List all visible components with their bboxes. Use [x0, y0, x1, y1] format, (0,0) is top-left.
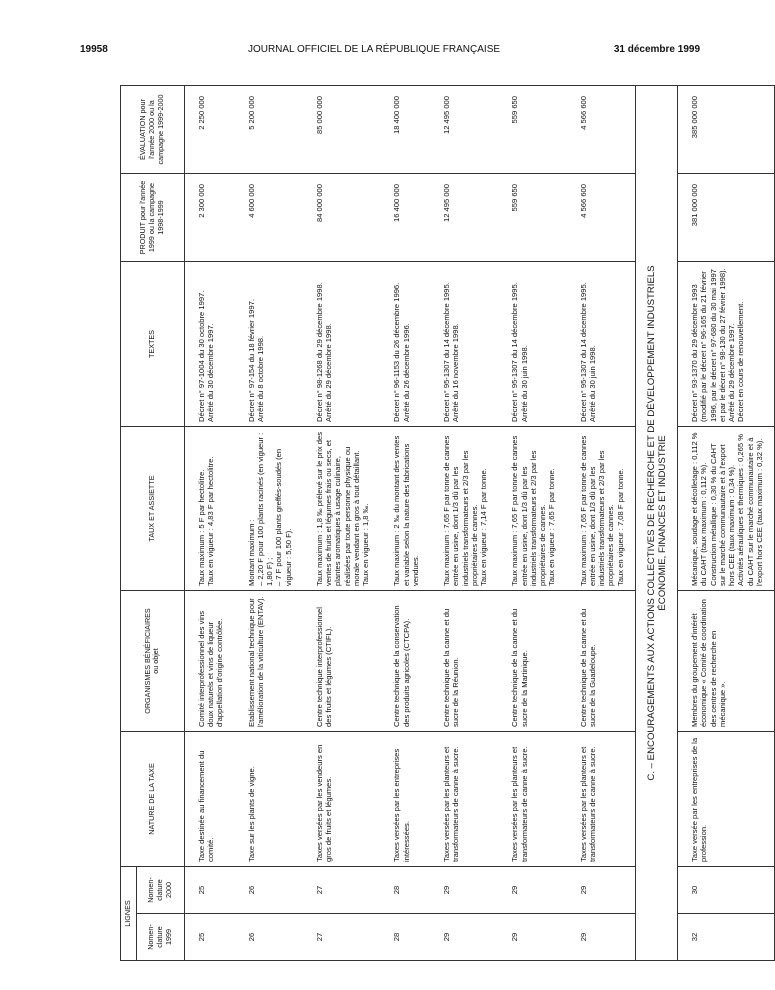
cell-organisme: Centre technique de la conservation des produits agricoles (CTCPA).: [380, 591, 430, 732]
table-header: [121, 86, 185, 961]
cell-organisme: Centre technique de la canne et du sucre de la Guadeloupe.: [567, 591, 636, 732]
textes-line: Arrêté du 16 novembre 1998.: [451, 323, 461, 422]
cell-taux: [380, 427, 430, 591]
taux-line: Construction métallique : 0,30 % du CAHT sur le marché communautaire et à l'export hors CEE (taux maximum : 0,34 %).: [708, 443, 737, 586]
taux-line: Activités aérauliques et thermiques : 0,265 % du CAHT sur le marché communautaire et à l'export hors CEE (taux maximum : 0,32 %).: [736, 434, 764, 586]
taux-line: Taux maximum : 2 ‰ du montant des ventes et variable selon la nature des fabrications vendues.: [392, 435, 420, 586]
textes-line: Décret en cours de renouvellement.: [736, 301, 746, 422]
textes-line: Décret n° 97-154 du 18 février 1997.: [246, 299, 256, 422]
taux-line: Taux en vigueur : 4,83 F par hectolitre.: [206, 456, 216, 586]
header-organismes-label: ORGANISMES BÉNÉFICIAIRES: [142, 608, 152, 714]
cell-produit: 12 495 000: [430, 174, 498, 262]
cell-textes: [567, 262, 636, 427]
cell-evaluation: 5 200 000: [235, 86, 303, 174]
table-row: [678, 86, 775, 961]
cell-taux: [678, 427, 775, 591]
cell-n1999: 27: [303, 914, 381, 961]
issue-date: 31 décembre 1999: [613, 44, 700, 55]
taux-line: Taux maximum : 1,8 ‰ prélevé sur le prix des ventes de fruits et légumes frais ou secs, et plantes aromatiques à usage culinaire, réalisées par toute personne physique ou morale vendant en gros à tout détaillant.: [314, 431, 361, 586]
cell-n2000: 28: [380, 867, 430, 914]
textes-line: Décret n° 93-1370 du 29 décembre 1993 (modifié par le décret n° 96-165 du 21 février 1996, par le décret n° 97-680 du 30 mai 1997 et par le décret n° 98-130 du 27 février 1998).: [690, 268, 727, 422]
textes-line: Arrêté du 29 décembre 1998.: [324, 323, 334, 422]
cell-n2000: 29: [498, 867, 566, 914]
cell-organisme: Centre technique de la canne et du sucre de la Réunion.: [430, 591, 498, 732]
textes-line: Décret n° 96-1153 du 26 décembre 1996.: [392, 282, 402, 422]
cell-n2000: 29: [567, 867, 636, 914]
textes-line: Décret n° 97-1004 du 30 octobre 1997.: [196, 290, 206, 422]
cell-evaluation: 12 495 000: [430, 86, 498, 174]
cell-produit: 4 566 600: [567, 174, 636, 262]
cell-produit: 559 650: [498, 174, 566, 262]
taux-line: Montant maximum :: [246, 519, 256, 586]
taux-line: Taux maximum : 7,65 F par tonne de cannes entrée en usine, dont 1/3 dû par les industriels transformateurs et 2/3 par les propriétaires de cannes.: [578, 435, 616, 586]
textes-line: Arrêté du 30 décembre 1997.: [206, 323, 216, 422]
cell-taux: [184, 427, 234, 591]
textes-line: Décret n° 98-1268 du 29 décembre 1998.: [314, 282, 324, 422]
cell-nature: Taxes versées par les vendeurs en gros de fruits et légumes.: [303, 732, 381, 867]
header-textes: TEXTES: [121, 262, 185, 427]
cell-nature: Taxe versée par les entreprises de la profession.: [678, 732, 775, 867]
cell-organisme: Membres du groupement d'intérêt économique « Comité de coordination des centres de recherche en mécanique ».: [678, 591, 775, 732]
section-c-heading: [635, 86, 677, 961]
textes-line: Arrêté du 30 juin 1998.: [519, 345, 529, 422]
taux-line: Taux en vigueur : 7,08 F par tonne.: [615, 468, 625, 586]
cell-taux: [430, 427, 498, 591]
table-row: [303, 86, 381, 961]
cell-n2000: 29: [430, 867, 498, 914]
cell-textes: [235, 262, 303, 427]
cell-evaluation: 559 650: [498, 86, 566, 174]
cell-textes: [498, 262, 566, 427]
header-nature: NATURE DE LA TAXE: [121, 732, 185, 867]
textes-line: Arrêté du 26 décembre 1996.: [401, 323, 411, 422]
cell-textes: [303, 262, 381, 427]
header-evaluation: ÉVALUATION pour l'année 2000 ou la campagne 1999-2000: [121, 86, 185, 174]
taux-line: Taux en vigueur : 1,8 ‰.: [361, 503, 371, 586]
taux-line: Taux en vigueur : 7,14 F par tonne.: [479, 468, 489, 586]
cell-taux: [567, 427, 636, 591]
cell-nature: Taxes versées par les entreprises intéressées.: [380, 732, 430, 867]
table-row: [430, 86, 498, 961]
taux-line: Taux maximum : 5 F par hectolitre.: [196, 469, 206, 586]
cell-textes: [184, 262, 234, 427]
cell-taux: [235, 427, 303, 591]
cell-organisme: Etablissement national technique pour l'amélioration de la viticulture (ENTAV).: [235, 591, 303, 732]
cell-evaluation: 85 000 000: [303, 86, 381, 174]
textes-line: Arrêté du 30 juin 1998.: [587, 345, 597, 422]
header-organismes-sub: ou objet: [151, 648, 161, 674]
cell-n1999: 32: [678, 914, 775, 961]
cell-textes: [380, 262, 430, 427]
cell-evaluation: 18 400 000: [380, 86, 430, 174]
table-row: [567, 86, 636, 961]
page-number: 19958: [80, 44, 108, 55]
textes-line: Arrêté du 8 octobre 1998.: [255, 335, 265, 422]
cell-textes: [430, 262, 498, 427]
cell-n1999: 26: [235, 914, 303, 961]
cell-n1999: 29: [430, 914, 498, 961]
header-organismes: [121, 591, 185, 732]
header-produit: PRODUIT pour l'année 1999 ou la campagne 1998-1999: [121, 174, 185, 262]
header-nomenclature-2000: Nomen-clature 2000: [136, 867, 184, 914]
cell-taux: [498, 427, 566, 591]
table-row: [498, 86, 566, 961]
cell-n1999: 29: [567, 914, 636, 961]
rotated-table-page: [120, 86, 764, 961]
cell-nature: Taxe destinée au financement du comité.: [184, 732, 234, 867]
textes-line: Arrêté du 29 décembre 1997.: [727, 323, 737, 422]
cell-produit: 381 000 000: [678, 174, 775, 262]
cell-nature: Taxes versées par les planteurs et transformateurs de canne à sucre.: [498, 732, 566, 867]
cell-organisme: Centre technique de la canne et du sucre de la Martinique.: [498, 591, 566, 732]
cell-n2000: 25: [184, 867, 234, 914]
section-c-subtitle: ÉCONOMIE, FINANCES ET INDUSTRIE: [657, 435, 669, 611]
textes-line: Décret n° 95-1307 du 14 décembre 1995.: [578, 282, 588, 422]
table-row: [184, 86, 234, 961]
header-nomenclature-1999: Nomen-clature 1999: [136, 914, 184, 961]
taux-line: Mécanique, soudage et décolletage : 0,112 % du CAHT (taux maximum : 0,112 %).: [690, 432, 709, 586]
cell-n1999: 25: [184, 914, 234, 961]
cell-n2000: 26: [235, 867, 303, 914]
cell-textes: [678, 262, 775, 427]
taux-line: Taux maximum : 7,65 F par tonne de cannes entrée en usine, dont 1/3 dû par les industriels transformateurs et 2/3 par les propriétaires de cannes.: [442, 435, 479, 586]
tax-table: [120, 85, 775, 961]
cell-n2000: 30: [678, 867, 775, 914]
cell-nature: Taxes versées par les planteurs et transformateurs de canne à sucre.: [567, 732, 636, 867]
taux-line: – 7 F pour 100 plants greffés-soudés (en vigueur : 5,50 F).: [274, 448, 293, 586]
table-row: [235, 86, 303, 961]
taux-line: Taux en vigueur : 7,65 F par tonne.: [547, 468, 557, 586]
section-c: [635, 86, 774, 961]
cell-produit: 2 300 000: [184, 174, 234, 262]
cell-evaluation: 4 566 600: [567, 86, 636, 174]
cell-organisme: Comité interprofessionnel des vins doux naturels et vins de liqueur d'appellation d'origine contrôlée.: [184, 591, 234, 732]
cell-evaluation: 2 250 000: [184, 86, 234, 174]
taux-line: – 2,20 F pour 100 plants racinés (en vigueur : 1,80 F) ;: [255, 432, 275, 586]
textes-line: Décret n° 95-1307 du 14 décembre 1995.: [442, 282, 452, 422]
header-taux: TAUX ET ASSIETTE: [121, 427, 185, 591]
cell-produit: 16 400 000: [380, 174, 430, 262]
cell-evaluation: 385 000 000: [678, 86, 775, 174]
taux-line: Taux maximum : 7,65 F par tonne de cannes entrée en usine, dont 1/3 dû par les industriels transformateurs et 2/3 par les propriétaires de cannes.: [510, 435, 548, 586]
table-body: [184, 86, 635, 961]
cell-organisme: Centre technique interprofessionnel des fruits et légumes (CTIFL).: [303, 591, 381, 732]
textes-line: Décret n° 95-1307 du 14 décembre 1995.: [510, 282, 520, 422]
cell-produit: 4 600 000: [235, 174, 303, 262]
cell-n2000: 27: [303, 867, 381, 914]
journal-title: JOURNAL OFFICIEL DE LA RÉPUBLIQUE FRANÇAISE: [247, 44, 501, 55]
table-row: [380, 86, 430, 961]
cell-taux: [303, 427, 381, 591]
cell-nature: Taxe sur les plants de vigne.: [235, 732, 303, 867]
cell-n1999: 28: [380, 914, 430, 961]
header-lignes: LIGNES: [121, 867, 137, 961]
cell-n1999: 29: [498, 914, 566, 961]
cell-produit: 84 000 000: [303, 174, 381, 262]
section-c-title: C. – ENCOURAGEMENTS AUX ACTIONS COLLECTIVES DE RECHERCHE ET DE DÉVELOPPEMENT INDUSTRIELS: [645, 265, 657, 781]
cell-nature: Taxes versées par les planteurs et transformateurs de canne à sucre.: [430, 732, 498, 867]
